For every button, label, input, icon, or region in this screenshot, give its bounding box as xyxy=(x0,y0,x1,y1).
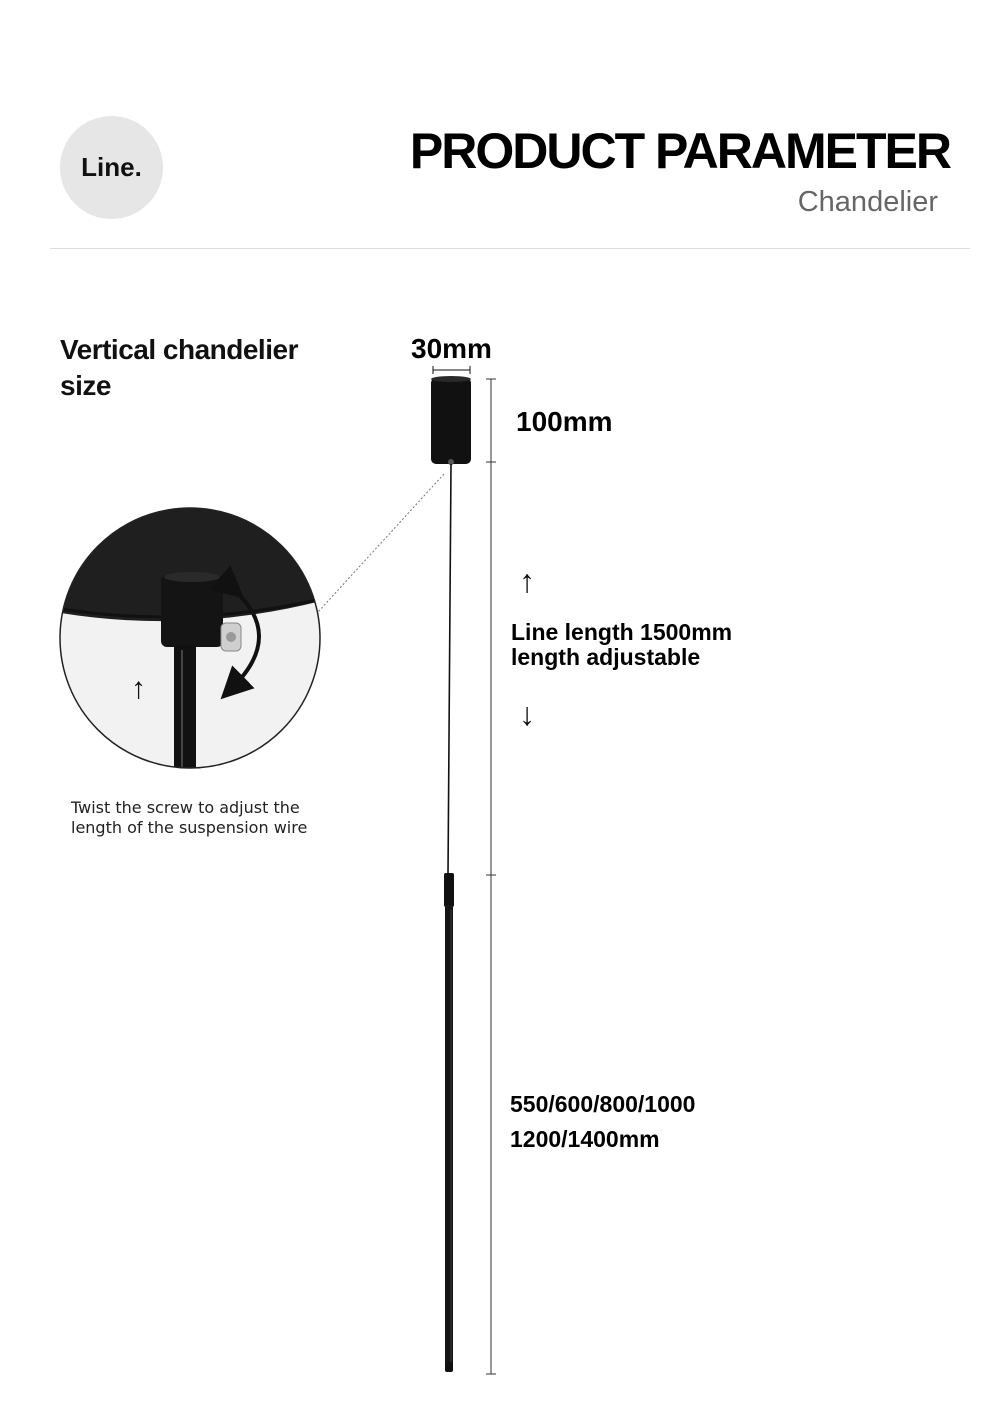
width-dimension-bracket xyxy=(433,366,470,374)
section-title: Vertical chandelier size xyxy=(60,334,298,401)
height-dimension-line xyxy=(486,379,496,1374)
arrow-down-icon: ↓ xyxy=(519,696,535,732)
line-length-text: Line length 1500mm xyxy=(511,619,733,645)
page-subtitle: Chandelier xyxy=(797,186,938,218)
line-length-label xyxy=(511,620,732,670)
detail-caption xyxy=(71,798,307,838)
rod-length-options-1: 550/600/800/1000 xyxy=(510,1091,696,1117)
detail-leader-line xyxy=(318,474,444,612)
canopy-height-label: 100mm xyxy=(516,406,613,437)
rod-length-label xyxy=(510,1087,695,1157)
brand-badge: Line. xyxy=(60,116,163,219)
detail-caption-line2: length of the suspension wire xyxy=(71,818,308,837)
detail-caption-line1: Twist the screw to adjust the xyxy=(71,798,300,817)
canopy xyxy=(431,376,471,465)
rod-length-options-2: 1200/1400mm xyxy=(510,1126,660,1152)
canopy-width-label: 30mm xyxy=(411,333,492,364)
line-adjustable-text: length adjustable xyxy=(511,644,701,670)
suspension-wire xyxy=(448,464,451,875)
page-title: PRODUCT PARAMETER xyxy=(409,123,950,179)
light-rod xyxy=(444,873,454,1372)
detail-arrow-up-icon: ↑ xyxy=(131,672,146,705)
arrow-up-icon: ↑ xyxy=(519,563,535,599)
detail-zoom-circle xyxy=(55,508,325,780)
